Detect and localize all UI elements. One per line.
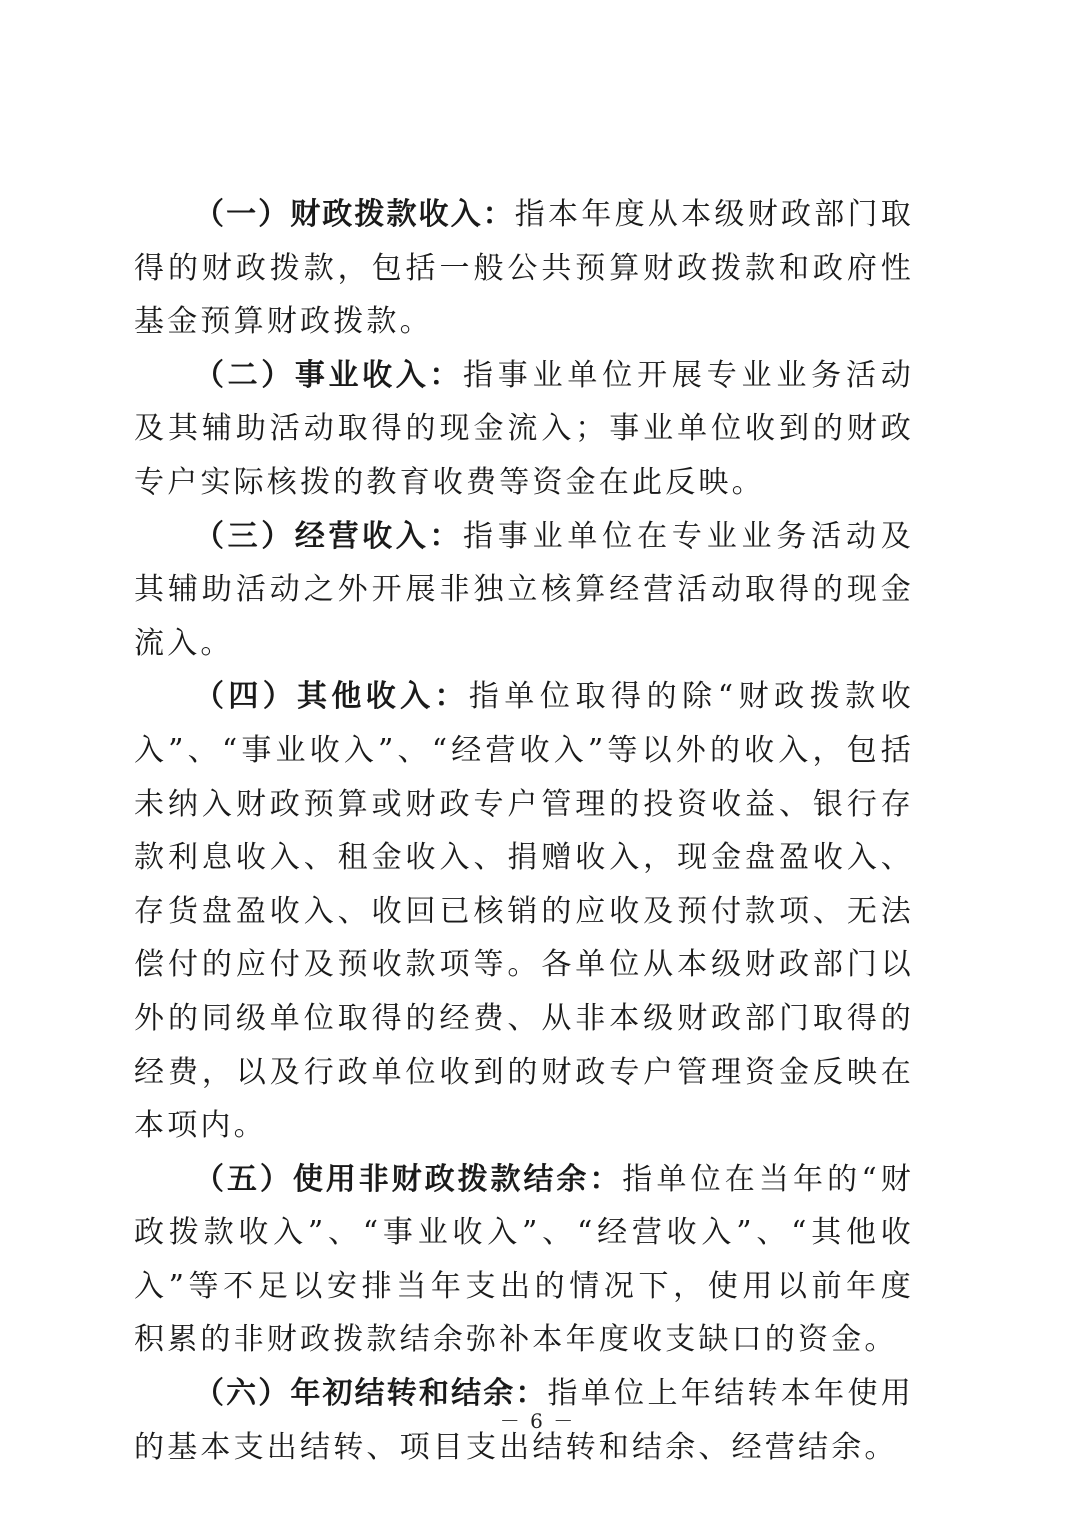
paragraph-text: 指事业单位在专业业务活动及其辅助活动之外开展非独立核算经营活动取得的现金流入。 <box>134 518 915 661</box>
paragraph-text: 指事业单位开展专业业务活动及其辅助活动取得的现金流入；事业单位收到的财政专户实际核拨的教育收费等资金在此反映。 <box>134 357 915 500</box>
paragraph-text: 指单位取得的除“财政拨款收入”、“事业收入”、“经营收入”等以外的收入，包括未纳入财政预算或财政专户管理的投资收益、银行存款利息收入、租金收入、捐赠收入，现金盘盈收入、存货盘盈收入、收回已核销的应收及预付款项、无法偿付的应付及预收款项等。各单位从本级财政部门以外的同级单位取得的经费、从非本级财政部门取得的经费，以及行政单位收到的财政专户管理资金反映在本项内。 <box>134 679 915 1144</box>
paragraph-heading: （五）使用非财政拨款结余： <box>194 1161 623 1197</box>
paragraph-heading: （二）事业收入： <box>194 357 463 393</box>
paragraph-operating-income <box>134 510 914 671</box>
paragraph-text: 指单位在当年的“财政拨款收入”、“事业收入”、“经营收入”、“其他收入”等不足以安排当年支出的情况下，使用以前年度积累的非财政拨款结余弥补本年度收支缺口的资金。 <box>134 1161 914 1358</box>
paragraph-heading: （三）经营收入： <box>194 518 463 554</box>
paragraph-heading: （四）其他收入： <box>194 679 469 715</box>
paragraph-heading: （一）财政拨款收入： <box>194 197 515 232</box>
page-number: － 6 － <box>499 1409 576 1433</box>
paragraph-institutional-income <box>134 349 914 510</box>
paragraph-text: 指单位上年结转本年使用的基本支出结转、项目支出结转和结余、经营结余。 <box>134 1376 915 1465</box>
document-body <box>134 188 914 1474</box>
paragraph-text: 指本年度从本级财政部门取得的财政拨款，包括一般公共预算财政拨款和政府性基金预算财政拨款。 <box>134 197 915 340</box>
paragraph-non-fiscal-balance-usage <box>134 1153 914 1367</box>
paragraph-fiscal-appropriation-income <box>134 188 914 349</box>
paragraph-other-income <box>134 670 914 1152</box>
paragraph-heading: （六）年初结转和结余： <box>194 1376 548 1412</box>
